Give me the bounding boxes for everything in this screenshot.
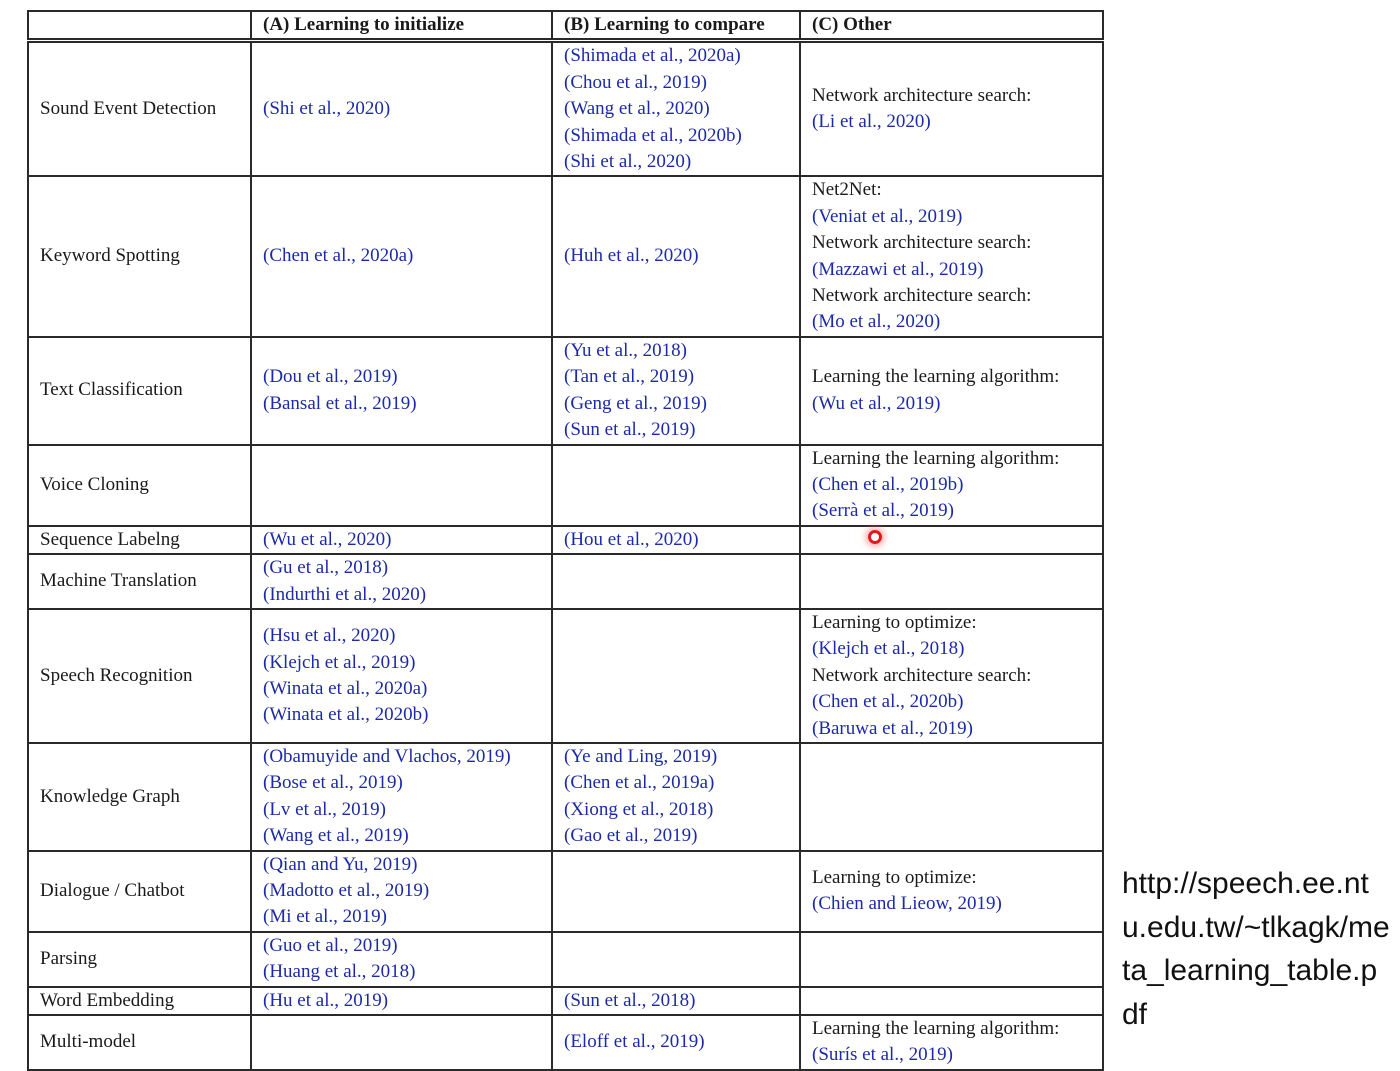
cell-other bbox=[800, 41, 1103, 177]
citation: (Bansal et al., 2019) bbox=[263, 392, 417, 414]
cell-learning-to-initialize bbox=[251, 743, 552, 851]
row-task-name bbox=[28, 609, 251, 743]
cell-learning-to-initialize bbox=[251, 609, 552, 743]
citation: (Gao et al., 2019) bbox=[564, 825, 698, 847]
method-label: Learning the learning algorithm: bbox=[812, 447, 1060, 469]
task-name-text: Dialogue / Chatbot bbox=[40, 880, 185, 901]
citation: (Hsu et al., 2020) bbox=[263, 625, 396, 647]
citation: (Klejch et al., 2019) bbox=[263, 651, 416, 673]
row-task-name bbox=[28, 932, 251, 987]
method-label: Learning to optimize: bbox=[812, 866, 977, 888]
citation: (Hou et al., 2020) bbox=[564, 528, 699, 550]
citation: (Winata et al., 2020b) bbox=[263, 704, 429, 726]
task-name-text: Speech Recognition bbox=[40, 664, 193, 686]
citation: (Shi et al., 2020) bbox=[564, 151, 692, 173]
method-label: Learning the learning algorithm: bbox=[812, 1018, 1060, 1040]
citation: (Shimada et al., 2020a) bbox=[564, 45, 741, 67]
source-url-note: http://speech.ee.ntu.edu.tw/~tlkagk/meta_learning_table.pdf bbox=[1122, 867, 1390, 1031]
table-body bbox=[28, 41, 1103, 1070]
citation: (Shimada et al., 2020b) bbox=[564, 124, 742, 146]
citation: (Huang et al., 2018) bbox=[263, 961, 416, 983]
cell-learning-to-compare bbox=[552, 851, 800, 932]
citation: (Wu et al., 2019) bbox=[812, 392, 941, 414]
task-name-text: Sound Event Detection bbox=[40, 98, 217, 120]
table-row bbox=[28, 41, 1103, 177]
cell-learning-to-initialize bbox=[251, 1015, 552, 1070]
cell-learning-to-compare bbox=[552, 41, 800, 177]
citation: (Chen et al., 2019b) bbox=[812, 473, 964, 495]
cell-other bbox=[800, 445, 1103, 526]
cell-learning-to-initialize bbox=[251, 554, 552, 609]
task-name-text: Knowledge Graph bbox=[40, 785, 180, 807]
citation: (Klejch et al., 2018) bbox=[812, 638, 965, 660]
header-corner-cell bbox=[28, 11, 251, 41]
cell-learning-to-compare bbox=[552, 609, 800, 743]
cell-learning-to-compare bbox=[552, 176, 800, 336]
cell-learning-to-compare bbox=[552, 1015, 800, 1070]
method-label: Network architecture search: bbox=[812, 285, 1032, 307]
method-label: Network architecture search: bbox=[812, 232, 1032, 254]
cell-learning-to-compare bbox=[552, 445, 800, 526]
citation: (Dou et al., 2019) bbox=[263, 366, 398, 388]
table-row bbox=[28, 176, 1103, 336]
task-name-text: Sequence Labelng bbox=[40, 528, 180, 550]
row-task-name bbox=[28, 526, 251, 554]
row-task-name bbox=[28, 445, 251, 526]
citation: (Shi et al., 2020) bbox=[263, 98, 391, 120]
table-row bbox=[28, 445, 1103, 526]
method-label: Net2Net: bbox=[812, 179, 882, 201]
table-row bbox=[28, 743, 1103, 851]
citation: (Wang et al., 2019) bbox=[263, 825, 409, 847]
header-other: (C) Other bbox=[800, 11, 1103, 41]
task-name-text: Keyword Spotting bbox=[40, 245, 180, 267]
citation: (Ye and Ling, 2019) bbox=[564, 745, 718, 767]
table-header-row bbox=[28, 11, 1103, 41]
cell-learning-to-compare bbox=[552, 743, 800, 851]
row-task-name bbox=[28, 1015, 251, 1070]
method-label: Learning to optimize: bbox=[812, 611, 977, 633]
citation: (Obamuyide and Vlachos, 2019) bbox=[263, 745, 511, 767]
task-name-text: Multi-model bbox=[40, 1031, 137, 1053]
citation: (Mi et al., 2019) bbox=[263, 906, 388, 928]
method-label: Network architecture search: bbox=[812, 664, 1032, 686]
citation: (Surís et al., 2019) bbox=[812, 1044, 953, 1066]
cell-other bbox=[800, 176, 1103, 336]
citation: (Xiong et al., 2018) bbox=[564, 798, 714, 820]
citation: (Wang et al., 2020) bbox=[564, 98, 710, 120]
cell-learning-to-initialize bbox=[251, 526, 552, 554]
task-name-text: Word Embedding bbox=[40, 989, 175, 1011]
citation: (Chen et al., 2019a) bbox=[564, 772, 715, 794]
citation: (Sun et al., 2019) bbox=[564, 419, 696, 441]
citation: (Qian and Yu, 2019) bbox=[263, 853, 418, 875]
citation: (Madotto et al., 2019) bbox=[263, 880, 430, 901]
citation: (Sun et al., 2018) bbox=[564, 989, 696, 1011]
cell-learning-to-initialize bbox=[251, 41, 552, 177]
cell-learning-to-compare bbox=[552, 337, 800, 445]
citation: (Chen et al., 2020a) bbox=[263, 245, 414, 267]
table-row bbox=[28, 851, 1103, 932]
cell-other bbox=[800, 1015, 1103, 1070]
citation: (Veniat et al., 2019) bbox=[812, 205, 963, 227]
citation: (Baruwa et al., 2019) bbox=[812, 717, 973, 739]
row-task-name bbox=[28, 176, 251, 336]
method-label: Network architecture search: bbox=[812, 85, 1032, 107]
citation: (Li et al., 2020) bbox=[812, 111, 931, 133]
citation: (Mazzawi et al., 2019) bbox=[812, 258, 984, 280]
citation: (Wu et al., 2020) bbox=[263, 528, 392, 550]
cell-learning-to-compare bbox=[552, 987, 800, 1015]
citation: (Geng et al., 2019) bbox=[564, 392, 707, 414]
header-learning-to-compare: (B) Learning to compare bbox=[552, 11, 800, 41]
cell-other bbox=[800, 851, 1103, 932]
table-row bbox=[28, 987, 1103, 1015]
cell-learning-to-compare bbox=[552, 932, 800, 987]
citation: (Indurthi et al., 2020) bbox=[263, 583, 427, 605]
citation: (Lv et al., 2019) bbox=[263, 798, 386, 820]
citation: (Chou et al., 2019) bbox=[564, 71, 708, 93]
cell-learning-to-initialize bbox=[251, 851, 552, 932]
cell-other bbox=[800, 554, 1103, 609]
row-task-name bbox=[28, 851, 251, 932]
cell-other bbox=[800, 987, 1103, 1015]
header-learning-to-initialize: (A) Learning to initialize bbox=[251, 11, 552, 41]
cell-other bbox=[800, 609, 1103, 743]
cell-other bbox=[800, 743, 1103, 851]
cell-learning-to-initialize bbox=[251, 932, 552, 987]
citation: (Hu et al., 2019) bbox=[263, 989, 389, 1011]
row-task-name bbox=[28, 554, 251, 609]
cell-other bbox=[800, 526, 1103, 554]
cell-other bbox=[800, 932, 1103, 987]
citation: (Serrà et al., 2019) bbox=[812, 500, 954, 522]
table-row bbox=[28, 932, 1103, 987]
task-name-text: Voice Cloning bbox=[40, 473, 149, 495]
citation: (Chien and Lieow, 2019) bbox=[812, 893, 1002, 915]
table-row bbox=[28, 609, 1103, 743]
cursor-indicator bbox=[868, 530, 882, 544]
citation: (Huh et al., 2020) bbox=[564, 245, 699, 267]
table-row bbox=[28, 554, 1103, 609]
citation: (Eloff et al., 2019) bbox=[564, 1031, 705, 1053]
table-row bbox=[28, 337, 1103, 445]
cell-learning-to-initialize bbox=[251, 987, 552, 1015]
citation: (Chen et al., 2020b) bbox=[812, 691, 964, 713]
cell-learning-to-initialize bbox=[251, 445, 552, 526]
citation: (Winata et al., 2020a) bbox=[263, 677, 428, 699]
table-row bbox=[28, 1015, 1103, 1070]
task-name-text: Text Classification bbox=[40, 379, 183, 401]
cell-other bbox=[800, 337, 1103, 445]
cell-learning-to-compare bbox=[552, 554, 800, 609]
citation: (Tan et al., 2019) bbox=[564, 366, 695, 388]
citation: (Gu et al., 2018) bbox=[263, 557, 389, 579]
cell-learning-to-compare bbox=[552, 526, 800, 554]
citation: (Guo et al., 2019) bbox=[263, 934, 398, 956]
cell-learning-to-initialize bbox=[251, 176, 552, 336]
task-name-text: Machine Translation bbox=[40, 570, 197, 592]
row-task-name bbox=[28, 743, 251, 851]
citation: (Bose et al., 2019) bbox=[263, 772, 403, 794]
meta-learning-table bbox=[27, 10, 1104, 1071]
method-label: Learning the learning algorithm: bbox=[812, 366, 1060, 388]
table-row bbox=[28, 526, 1103, 554]
row-task-name bbox=[28, 987, 251, 1015]
citation: (Mo et al., 2020) bbox=[812, 311, 941, 333]
row-task-name bbox=[28, 337, 251, 445]
row-task-name bbox=[28, 41, 251, 177]
citation: (Yu et al., 2018) bbox=[564, 339, 687, 361]
cell-learning-to-initialize bbox=[251, 337, 552, 445]
task-name-text: Parsing bbox=[40, 948, 97, 970]
